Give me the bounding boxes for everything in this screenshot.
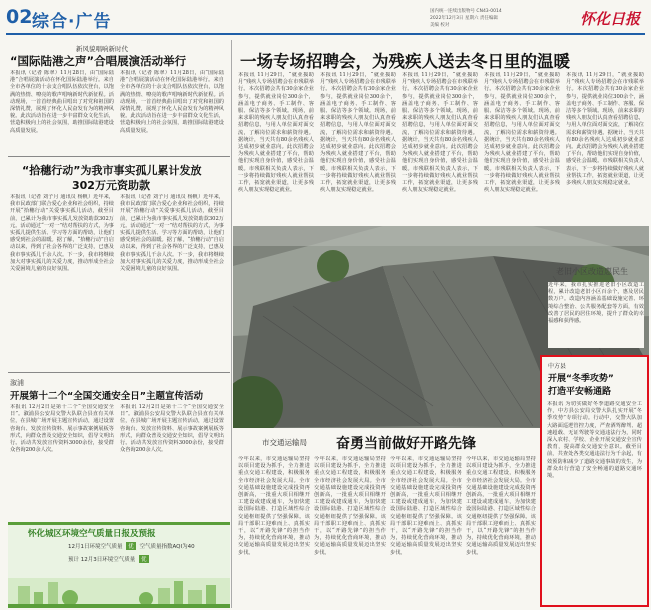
main-body-col3: 本报讯 11月29日，“就业援助月”残疾人专场招聘会在市残联举行。本次招聘会共有30余家企业参与，提供就业岗位300余个，涵盖电子商务、手工制作、客服、保洁等多个领域。现场，前来求职的残疾人朋友们认真查看招聘信息，与用人单位面对面交流，了解岗位需求和薪资待遇。据统计，当天共有80余名残疾人达成初步就业意向。此次招聘会为残疾人就业搭建了平台，帮助他们实现自身价值，感受社会温暖。市残联相关负责人表示，下一步将持续做好残疾人就业帮扶工作，拓宽就业渠道，让更多残疾人朋友实现稳定就业。 — [402, 72, 478, 194]
column-divider — [231, 40, 232, 608]
aq-today-badge: 优 — [128, 544, 134, 550]
highlighted-article-box — [540, 355, 649, 607]
bottom-body-col1: 今年以来，市交通运输局坚持以项目建设为抓手，全力推进重点交通工程建设，积极服务全市经济社会发展大局。全市交通基础设施建设完成投资再创新高，一批重大项目相继开工建设或建成通车，为加快建设国际陆港、打造区域性综合交通枢纽提供了坚强保障。该局干部职工迎难而上、真抓实干，以“开路先锋”的担当作为，持续优化营商环境，推动交通运输高质量发展迈出坚实步伐。 — [238, 456, 310, 556]
aq-today-label: 12月1日环境空气质量 — [68, 544, 123, 550]
bottom-article-kicker: 市交通运输局 — [262, 438, 307, 447]
bottom-article-headline: 奋勇当前做好开路先锋 — [336, 436, 476, 452]
highlight-headline-line2: 打造平安畅通路 — [548, 387, 612, 397]
main-headline: 一场专场招聘会，为残疾人送去冬日里的温暖 — [240, 52, 570, 71]
article1-kicker: 新风貌唱响新时代 — [76, 45, 128, 53]
section-title: 综合·广告 — [32, 12, 112, 32]
article3-kicker: 溆浦 — [10, 379, 24, 387]
page-number: 02 — [6, 6, 33, 28]
main-body-col4: 本报讯 11月29日，“就业援助月”残疾人专场招聘会在市残联举行。本次招聘会共有30余家企业参与，提供就业岗位300余个，涵盖电子商务、手工制作、客服、保洁等多个领域。现场，前来求职的残疾人朋友们认真查看招聘信息，与用人单位面对面交流，了解岗位需求和薪资待遇。据统计，当天共有80余名残疾人达成初步就业意向。此次招聘会为残疾人就业搭建了平台，帮助他们实现自身价值，感受社会温暖。市残联相关负责人表示，下一步将持续做好残疾人就业帮扶工作，拓宽就业渠道，让更多残疾人朋友实现稳定就业。 — [484, 72, 560, 194]
masthead — [0, 0, 651, 40]
aq-forecast-badge: 优 — [141, 557, 147, 563]
meta-line-1: 国内统一连续出版物号 CN43-0014 — [430, 9, 502, 14]
article2-divider — [8, 372, 230, 373]
article2-headline-line2: 302万元资助款 — [72, 179, 150, 192]
article1-body-col1: 本报讯（记者 陈翠）11月28日，由“国际陆港”合唱展演活动在怀化国际陆港举行。来自全市各单位的十余支合唱队伍依次登台，以饱满的热情、嘹亮的歌声唱响新时代新征程。活动现场，一首首经典曲目唱出了对党和祖国的深情礼赞，展现了怀化人民奋发有为的精神风貌。此次活动旨在进一步丰富群众文化生活，营造积极向上的社会氛围，助推国际陆港建设高质量发展。 — [10, 70, 114, 134]
right-article-body: 近年来，我市扎实推进老旧小区改造工程，累计改造老旧小区百余个，惠及居民数万户。改造内容涵盖基础设施完善、环境综合整治、公共服务配套等方面，有效改善了居民的居住环境，提升了群众的幸福感和获得感。 — [548, 282, 644, 348]
main-body-col1: 本报讯 11月29日，“就业援助月”残疾人专场招聘会在市残联举行。本次招聘会共有30余家企业参与，提供就业岗位300余个，涵盖电子商务、手工制作、客服、保洁等多个领域。现场，前来求职的残疾人朋友们认真查看招聘信息，与用人单位面对面交流，了解岗位需求和薪资待遇。据统计，当天共有80余名残疾人达成初步就业意向。此次招聘会为残疾人就业搭建了平台，帮助他们实现自身价值，感受社会温暖。市残联相关负责人表示，下一步将持续做好残疾人就业帮扶工作，拓宽就业渠道，让更多残疾人朋友实现稳定就业。 — [238, 72, 314, 194]
main-body-col5: 本报讯 11月29日，“就业援助月”残疾人专场招聘会在市残联举行。本次招聘会共有30余家企业参与，提供就业岗位300余个，涵盖电子商务、手工制作、客服、保洁等多个领域。现场，前来求职的残疾人朋友们认真查看招聘信息，与用人单位面对面交流，了解岗位需求和薪资待遇。据统计，当天共有80余名残疾人达成初步就业意向。此次招聘会为残疾人就业搭建了平台，帮助他们实现自身价值，感受社会温暖。市残联相关负责人表示，下一步将持续做好残疾人就业帮扶工作，拓宽就业渠道，让更多残疾人朋友实现稳定就业。 — [566, 72, 644, 187]
meta-line-2: 2022年12月3日 星期六 责任编辑 — [430, 16, 498, 21]
newspaper-logo: 怀化日报 — [580, 10, 641, 28]
article1-headline: “国际陆港之声”合唱展演活动举行 — [10, 54, 187, 68]
air-quality-panel — [8, 522, 230, 608]
masthead-meta — [430, 8, 570, 29]
bottom-body-col4: 今年以来，市交通运输局坚持以项目建设为抓手，全力推进重点交通工程建设，积极服务全市经济社会发展大局。全市交通基础设施建设完成投资再创新高，一批重大项目相继开工建设或建成通车，为加快建设国际陆港、打造区域性综合交通枢纽提供了坚强保障。该局干部职工迎难而上、真抓实干，以“开路先锋”的担当作为，持续优化营商环境，推动交通运输高质量发展迈出坚实步伐。 — [466, 456, 536, 556]
article3-headline: 开展第十二个“全国交通安全日”主题宣传活动 — [10, 391, 203, 402]
bottom-body-col3: 今年以来，市交通运输局坚持以项目建设为抓手，全力推进重点交通工程建设，积极服务全市经济社会发展大局。全市交通基础设施建设完成投资再创新高，一批重大项目相继开工建设或建成通车，为加快建设国际陆港、打造区域性综合交通枢纽提供了坚强保障。该局干部职工迎难而上、真抓实干，以“开路先锋”的担当作为，持续优化营商环境，推动交通运输高质量发展迈出坚实步伐。 — [390, 456, 462, 556]
main-body-col2: 本报讯 11月29日，“就业援助月”残疾人专场招聘会在市残联举行。本次招聘会共有30余家企业参与，提供就业岗位300余个，涵盖电子商务、手工制作、客服、保洁等多个领域。现场，前来求职的残疾人朋友们认真查看招聘信息，与用人单位面对面交流，了解岗位需求和薪资待遇。据统计，当天共有80余名残疾人达成初步就业意向。此次招聘会为残疾人就业搭建了平台，帮助他们实现自身价值，感受社会温暖。市残联相关负责人表示，下一步将持续做好残疾人就业帮扶工作，拓宽就业渠道，让更多残疾人朋友实现稳定就业。 — [320, 72, 396, 194]
bottom-body-col2: 今年以来，市交通运输局坚持以项目建设为抓手，全力推进重点交通工程建设，积极服务全市经济社会发展大局。全市交通基础设施建设完成投资再创新高，一批重大项目相继开工建设或建成通车，为加快建设国际陆港、打造区域性综合交通枢纽提供了坚强保障。该局干部职工迎难而上、真抓实干，以“开路先锋”的担当作为，持续优化营商环境，推动交通运输高质量发展迈出坚实步伐。 — [314, 456, 386, 556]
meta-line-3: 美编 校对 — [430, 23, 450, 28]
article3-body-col1: 本报讯 12月2日是第十二个“全国交通安全日”。溆浦县公安局交警大队联合县直有关单位，在县城广场开展主题宣传活动，通过设置咨询台、发放宣传资料、展示事故案例展板等形式，向群众普及交通安全知识，倡导文明出行。活动共发放宣传资料3000余份，接受群众咨询200余人次。 — [10, 404, 114, 454]
highlight-headline-line1: 开展“冬季攻势” — [548, 374, 614, 384]
highlight-kicker: 中方县 — [548, 363, 567, 370]
masthead-rule — [6, 33, 645, 35]
highlight-body: 本报讯 为切实做好冬季道路交通安全工作，中方县公安局交警大队扎实开展“冬季攻势”专项行动。行动中，交警大队加大路面巡逻管控力度，严查酒驾醉驾、超速超载、无证驾驶等交通违法行为，同时深入农村、学校、企业开展交通安全宣传教育，提高群众交通安全意识。截至目前，共查处各类交通违法行为千余起，有效预防和减少了道路交通事故的发生，为群众出行营造了安全畅通的道路交通环境。 — [547, 401, 642, 480]
air-quality-title: 怀化城区环境空气质量日报及预报 — [28, 529, 156, 539]
aq-today-value: 空气质量指数AQI为40 — [139, 544, 195, 550]
city-skyline-icon — [8, 578, 230, 608]
air-quality-row-forecast — [68, 555, 151, 563]
article2-body-col2: 本报讯（记者 刘子月 通讯员 杨帆）近年来，我市民政部门联合爱心企业和社会组织，持续开展“拾穗行动”关爱事实孤儿活动，截至目前，已累计为我市事实孤儿发放资助款302万元。活动通过“一对一”结对帮扶的方式，为事实孤儿提供生活、学习等方面的帮助，让他们感受到社会的温暖。据了解，“拾穗行动”自启动以来，得到了社会各界的广泛支持，已惠及我市事实孤儿千余人次。下一步，我市将继续加大对事实孤儿的关爱力度，推动形成全社会关爱困境儿童的良好氛围。 — [120, 194, 224, 273]
article2-body-col1: 本报讯（记者 刘子月 通讯员 杨帆）近年来，我市民政部门联合爱心企业和社会组织，持续开展“拾穗行动”关爱事实孤儿活动，截至目前，已累计为我市事实孤儿发放资助款302万元。活动通过“一对一”结对帮扶的方式，为事实孤儿提供生活、学习等方面的帮助，让他们感受到社会的温暖。据了解，“拾穗行动”自启动以来，得到了社会各界的广泛支持，已惠及我市事实孤儿千余人次。下一步，我市将继续加大对事实孤儿的关爱力度，推动形成全社会关爱困境儿童的良好氛围。 — [10, 194, 114, 273]
aq-forecast-label: 预计 12月3日环境空气质量 — [68, 557, 136, 563]
article1-divider — [8, 156, 230, 157]
air-quality-row-today — [68, 542, 195, 550]
article2-headline: “拾穗行动”为我市事实孤儿累计发放 — [22, 164, 202, 177]
right-article-kicker: 老旧小区改造惠民生 — [556, 267, 628, 276]
article1-body-col2: 本报讯（记者 陈翠）11月28日，由“国际陆港”合唱展演活动在怀化国际陆港举行。来自全市各单位的十余支合唱队伍依次登台，以饱满的热情、嘹亮的歌声唱响新时代新征程。活动现场，一首首经典曲目唱出了对党和祖国的深情礼赞，展现了怀化人民奋发有为的精神风貌。此次活动旨在进一步丰富群众文化生活，营造积极向上的社会氛围，助推国际陆港建设高质量发展。 — [120, 70, 224, 134]
article3-body-col2: 本报讯 12月2日是第十二个“全国交通安全日”。溆浦县公安局交警大队联合县直有关单位，在县城广场开展主题宣传活动，通过设置咨询台、发放宣传资料、展示事故案例展板等形式，向群众普及交通安全知识，倡导文明出行。活动共发放宣传资料3000余份，接受群众咨询200余人次。 — [120, 404, 224, 454]
